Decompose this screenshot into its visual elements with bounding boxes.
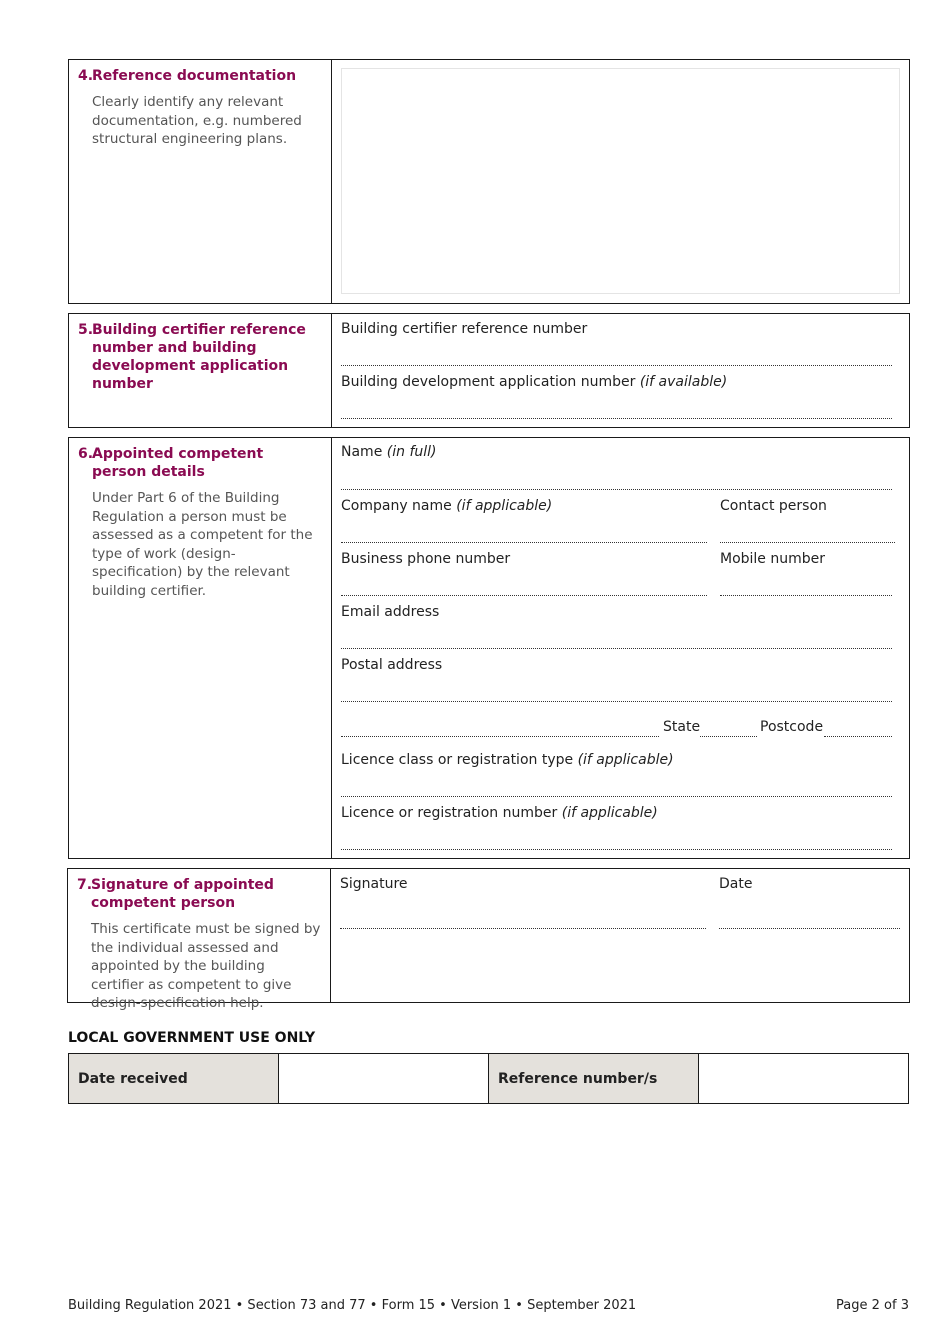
local-government-table [68,1053,909,1104]
section-competent-person-details [68,437,910,859]
signature-input[interactable] [340,928,706,929]
mobile-number-input[interactable] [720,595,892,596]
business-phone-label: Business phone number [341,551,511,567]
signature-label: Signature [340,876,408,892]
date-received-input[interactable] [279,1054,489,1103]
footer-form-info: Building Regulation 2021 • Section 73 and 77 • Form 15 • Version 1 • September 2021 [68,1298,637,1313]
section-signature [67,868,910,1011]
reference-numbers-label: Reference number/s [489,1054,699,1103]
section-5-label [69,314,332,427]
email-address-input[interactable] [341,648,892,649]
date-label: Date [719,876,753,892]
section-7-fields [331,869,909,1002]
application-number-label: Building development application number (if available) [341,374,728,390]
business-phone-input[interactable] [341,595,707,596]
contact-person-input[interactable] [720,542,895,543]
reference-documentation-textarea[interactable] [341,68,900,294]
section-4-label [69,60,332,303]
mobile-number-label: Mobile number [720,551,826,567]
section-4-fields [332,60,909,303]
postal-address-input[interactable] [341,701,892,702]
name-label: Name (in full) [341,444,437,460]
licence-class-input[interactable] [341,796,892,797]
section-4-description: Clearly identify any relevant documentation, e.g. numbered structural engineering plans. [92,94,302,147]
postcode-input[interactable] [824,736,892,737]
application-number-input[interactable] [341,418,892,419]
state-input[interactable] [700,736,757,737]
local-government-heading: LOCAL GOVERNMENT USE ONLY [68,1030,316,1046]
date-input[interactable] [719,928,900,929]
section-7-label [68,869,331,1011]
section-5-fields [332,314,909,427]
postal-address-label: Postal address [341,657,443,673]
section-5-title: 5.Building certifier reference number and building development application number [78,322,306,392]
licence-number-input[interactable] [341,849,892,850]
email-address-label: Email address [341,604,440,620]
section-reference-documentation [68,59,910,304]
name-input[interactable] [341,489,892,490]
company-name-label: Company name (if applicable) [341,498,553,514]
licence-class-label: Licence class or registration type (if applicable) [341,752,674,768]
section-6-description: Under Part 6 of the Building Regulation a person must be assessed as a competent for the type of work (design-specification) by the relevant building certifier. [92,490,313,599]
contact-person-label: Contact person [720,498,827,514]
state-label: State [663,719,701,735]
certifier-reference-label: Building certifier reference number [341,321,588,337]
section-6-fields [332,438,909,858]
section-7-description: This certificate must be signed by the individual assessed and appointed by the building certifier as competent to give design-specification help. [91,921,321,1011]
postal-address-line2-input[interactable] [341,736,659,737]
reference-numbers-input[interactable] [699,1054,908,1103]
footer-page-number: Page 2 of 3 [836,1298,909,1313]
section-4-title: 4.Reference documentation [78,68,297,84]
postcode-label: Postcode [760,719,824,735]
licence-number-label: Licence or registration number (if applicable) [341,805,658,821]
section-certifier-reference [68,313,910,428]
section-6-title: 6.Appointed competent person details [78,446,264,480]
section-6-label [69,438,332,858]
company-name-input[interactable] [341,542,707,543]
certifier-reference-input[interactable] [341,365,892,366]
date-received-label: Date received [69,1054,279,1103]
section-7-title: 7.Signature of appointed competent person [77,877,274,911]
